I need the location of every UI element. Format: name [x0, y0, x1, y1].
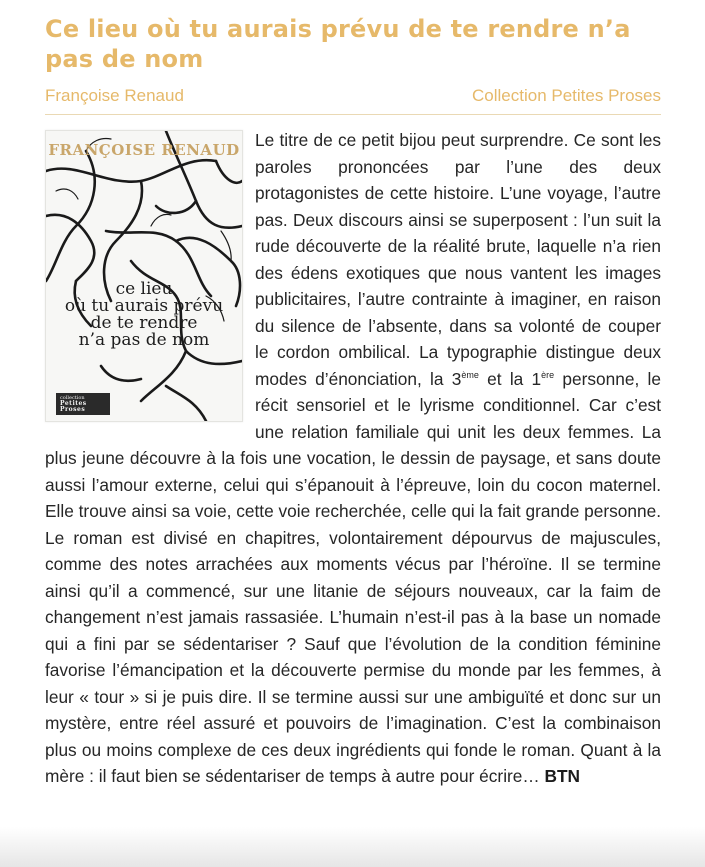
body-text: personne, le récit sensoriel et le lyrisme conditionnel. Car c’est une relation familiale qui unit les deux femmes. La plus jeune découvre à la fois une vocation, le dessin de paysage, et sans doute aussi l’amour externe, celui qui s’épanouit à l’épreuve, loin du cocon maternel. Elle trouve ainsi sa voie, cette voie recherchée, celle qui la fait grande personne. Le roman est divisé en chapitres, volontairement dépourvus de majuscules, comme des notes arrachées aux moments vécus par l’héroïne. Il se termine ainsi qu’il a commencé, sur une litanie de séjours nouveaux, car la faim de changement n’est jamais rassasiée. L’humain n’est-il pas à la base un nomade qui a fini par se sédentariser ? Sauf que l’évolution de la condition féminine favorise l’émancipation et la découverte permise du monde par les femmes, à leur « tour » si je puis dire. Il se termine aussi sur une ambiguïté et donc sur un mystère, entre réel assuré et pouvoirs de l’imagination. C’est la combinaison plus ou moins complexe de ces deux ingrédients qui fonde le roman. Quant à la mère : il faut bien se sédentariser de temps à autre pour écrire…	[45, 368, 662, 786]
signature: BTN	[544, 766, 581, 786]
author-name: Françoise Renaud	[45, 86, 184, 105]
branch-drawing-icon	[46, 131, 242, 421]
superscript: ème	[461, 369, 479, 380]
cover-title-line: n’a pas de nom	[78, 330, 210, 350]
cover-collection-badge	[56, 393, 110, 415]
cover-collection-small: collection	[60, 395, 85, 401]
cover-title-line: où tu aurais prévu	[64, 296, 224, 316]
cover-title-line: ce lieu	[115, 279, 173, 299]
review-page	[45, 14, 661, 790]
cover-title-line: de te rendre	[90, 313, 198, 333]
article-title: Ce lieu où tu aurais prévu de te rendre n’a pas de nom	[45, 15, 631, 73]
collection-name: Collection Petites Proses	[472, 86, 661, 105]
body-text: Le titre de ce petit bijou peut surprendre. Ce sont les paroles prononcées par l’une des deux protagonistes de cette histoire. L’une voyage, l’autre pas. Deux discours ainsi se superposent : l’un suit la rude découverte de la réalité brute, laquelle n’a rien des édens exotiques que nous vantent les images publicitaires, l’autre contrainte à imaginer, en raison du silence de l’absente, dans sa volonté de couper le cordon ombilical. La typographie distingue deux modes d’énonciation, la 3	[255, 130, 661, 389]
superscript: ère	[541, 369, 555, 380]
cover-author: FRANÇOISE RENAUD	[48, 141, 240, 159]
cover-title	[46, 281, 242, 349]
cover-collection-name: Petites Proses	[60, 400, 87, 413]
article-meta	[45, 86, 661, 115]
body-text: et la 1	[478, 368, 542, 389]
article-body	[45, 127, 661, 790]
book-cover-image	[45, 130, 243, 422]
bottom-fade	[0, 827, 705, 867]
